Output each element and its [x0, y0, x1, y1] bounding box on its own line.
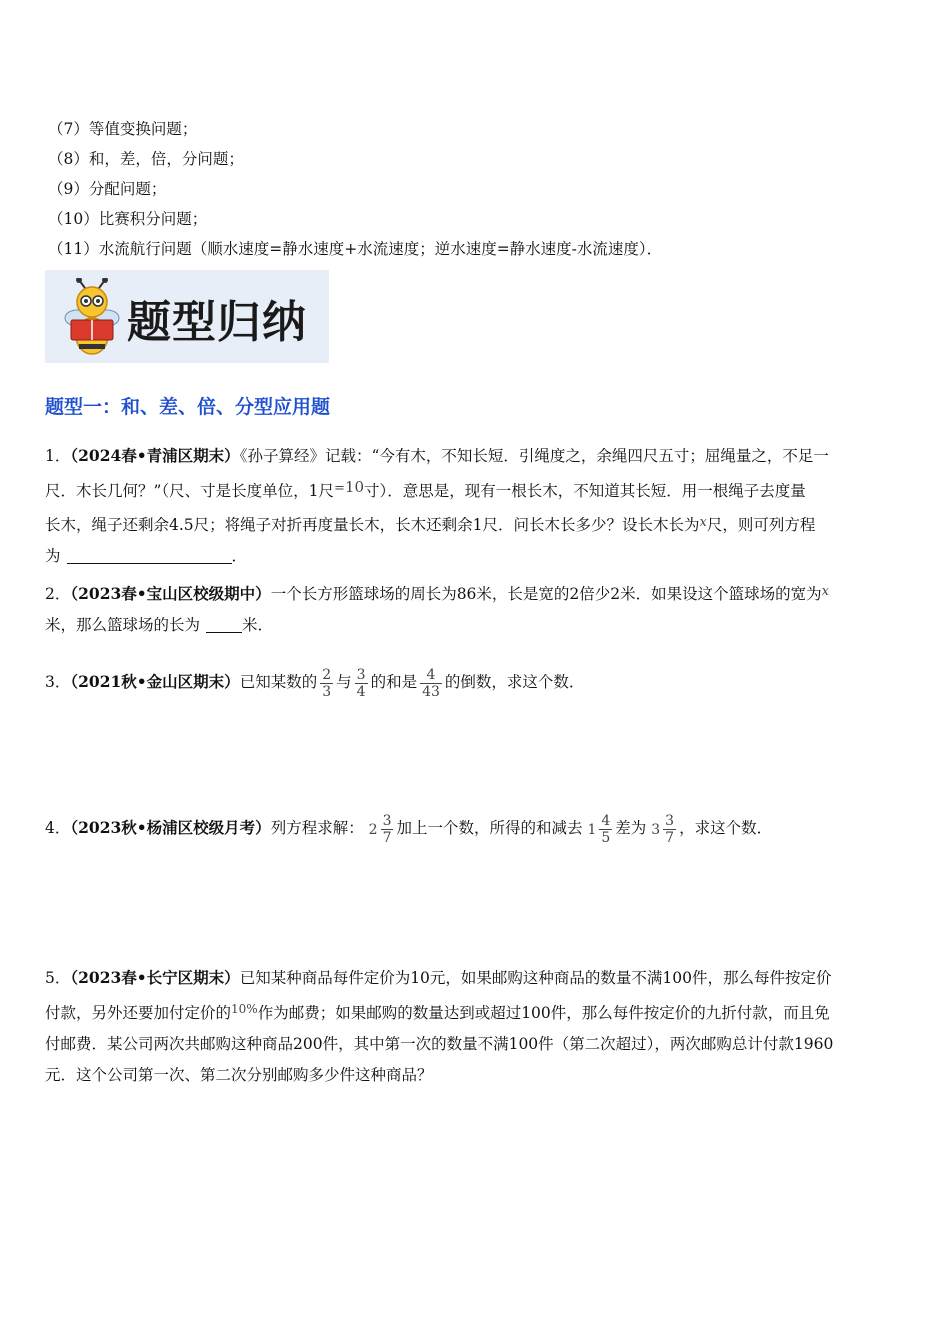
question-number: 5．	[45, 969, 71, 987]
question-3	[45, 662, 907, 702]
mixed-number: 3 $\frac{3}{7}$	[651, 813, 675, 846]
question-text: 米．	[242, 616, 274, 634]
answer-blank[interactable]	[67, 547, 232, 564]
question-text: 尺，则可列方程	[706, 516, 816, 534]
math-variable: x	[699, 515, 707, 530]
math-value: 10	[344, 478, 365, 496]
question-number: 2．	[45, 585, 71, 603]
question-text: 差为	[615, 819, 647, 837]
percent-value: 10%	[231, 1002, 258, 1016]
equals-sign: =	[334, 481, 345, 496]
question-text: 已知某种商品每件定价为10元，如果邮购这种商品的数量不满100件，那么每件按定价	[239, 969, 832, 987]
list-item-9: （9）分配问题；	[48, 180, 167, 198]
question-text: ，求这个数．	[679, 819, 773, 837]
question-source: （2021秋•金山区期末）	[70, 672, 240, 691]
question-5	[45, 962, 907, 1091]
question-number: 4．	[45, 819, 71, 837]
question-text: 付款，另外还要加付定价的	[45, 1004, 232, 1022]
question-text: 尺．木长几何？”（尺、寸是长度单位，1尺	[45, 482, 335, 500]
question-text: 列方程求解：	[270, 819, 364, 837]
question-source: （2023春•长宁区期末）	[70, 968, 240, 987]
mixed-number: 2 $\frac{3}{7}$	[368, 813, 392, 846]
math-variable: x	[821, 584, 829, 599]
banner-title: 题型归纳	[127, 297, 307, 348]
fraction: $\frac{2}{3}$	[322, 666, 332, 700]
question-source: （2023春•宝山区校级期中）	[70, 584, 271, 603]
section-banner	[45, 270, 329, 363]
question-text: 付邮费．某公司两次共邮购这种商品200件，其中第一次的数量不满100件（第二次超过），两次邮购总计付款1960	[45, 1035, 834, 1053]
question-text: 元．这个公司第一次、第二次分别邮购多少件这种商品？	[45, 1066, 433, 1084]
question-text: 与	[336, 673, 352, 691]
question-text: 《孙子算经》记载：“今有木，不知长短．引绳度之，余绳四尺五寸；屈绳量之，不足一	[239, 447, 829, 465]
list-item-8: （8）和，差，倍，分问题；	[48, 150, 244, 168]
question-2	[45, 576, 907, 641]
question-text: 米，那么篮球场的长为	[45, 616, 201, 634]
question-text: 寸）．意思是，现有一根长木，不知道其长短．用一根绳子去度量	[364, 482, 806, 500]
fraction: $\frac{4}{43}$	[422, 666, 440, 700]
question-text: 加上一个数，所得的和减去	[396, 819, 583, 837]
question-text: 作为邮费；如果邮购的数量达到或超过100件，那么每件按定价的九折付款，而且免	[257, 1004, 830, 1022]
list-item-10: （10）比赛积分问题；	[48, 210, 208, 228]
section-title: 题型一：和、差、倍、分型应用题	[45, 396, 331, 418]
mixed-number: 1 $\frac{4}{5}$	[587, 813, 611, 846]
question-text: 为	[45, 547, 61, 565]
question-number: 1．	[45, 447, 71, 465]
list-item-7: （7）等值变换问题；	[48, 120, 198, 138]
fraction: $\frac{3}{4}$	[356, 666, 366, 700]
question-text: 一个长方形篮球场的周长为86米，长是宽的2倍少2米．如果设这个篮球场的宽为	[270, 585, 822, 603]
answer-blank[interactable]	[206, 616, 242, 633]
question-source: （2023秋•杨浦区校级月考）	[70, 818, 271, 837]
question-text: 的和是	[370, 673, 418, 691]
question-number: 3．	[45, 673, 71, 691]
bee-mascot-icon	[57, 278, 127, 358]
question-1	[45, 440, 907, 572]
question-text: 的倒数，求这个数．	[444, 673, 585, 691]
list-item-11: （11）水流航行问题（顺水速度=静水速度+水流速度；逆水速度=静水速度-水流速度）．	[48, 240, 663, 258]
question-source: （2024春•青浦区期末）	[70, 446, 240, 465]
question-text: ．	[231, 547, 248, 565]
question-text: 长木，绳子还剩余4.5尺；将绳子对折再度量长木，长木还剩余1尺．问长木长多少？设长木长为	[45, 516, 700, 534]
question-text: 已知某数的	[239, 673, 318, 691]
question-4	[45, 808, 907, 850]
